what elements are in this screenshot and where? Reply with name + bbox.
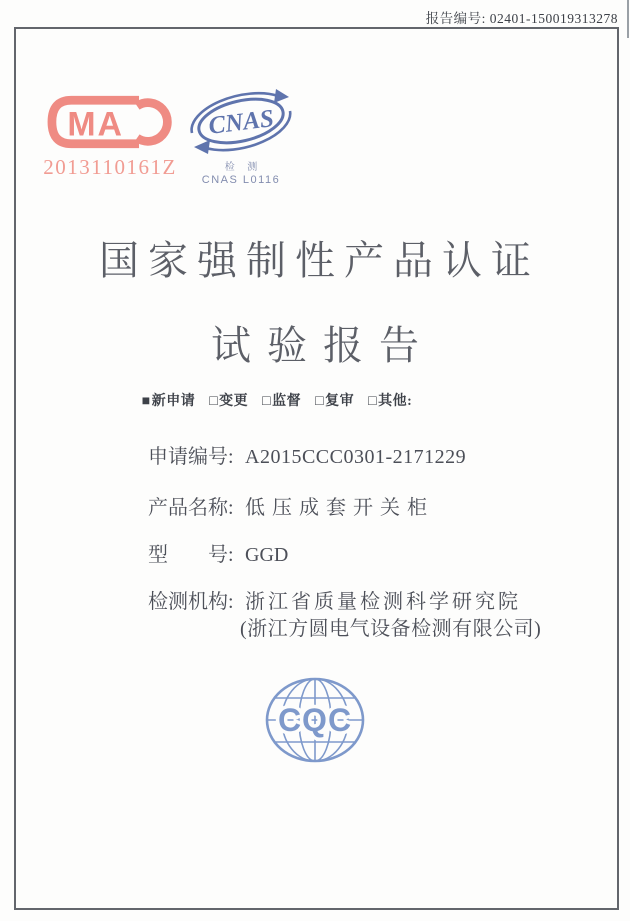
- page-title: 国家强制性产品认证: [99, 238, 540, 283]
- apply-type-label: 新申请: [151, 394, 196, 409]
- field-value-line2: (浙江方圆电气设备检测有限公司): [240, 618, 542, 640]
- cma-letters: MA: [67, 105, 124, 144]
- report-number-value: 02401-150019313278: [485, 11, 618, 26]
- field-product-name: [148, 491, 434, 520]
- apply-type-change: [209, 390, 248, 410]
- cma-certificate-number: 2013110161Z: [43, 155, 177, 179]
- field-value: 浙江省质量检测科学研究院: [245, 591, 521, 613]
- cqc-logo-icon: [264, 676, 366, 764]
- apply-type-new: [142, 390, 195, 410]
- cqc-mark: [14, 676, 616, 769]
- apply-type-review: [315, 390, 354, 410]
- apply-type-label: 复审: [325, 394, 355, 409]
- cnas-mark: [186, 84, 296, 186]
- apply-type-label: 其他:: [378, 394, 413, 409]
- checkbox-empty-icon: □: [315, 394, 325, 409]
- field-label: 型 号:: [148, 544, 234, 566]
- scan-edge-artifact: [627, 0, 629, 38]
- application-type-row: [0, 390, 578, 410]
- field-test-organization: [148, 589, 541, 643]
- field-application-number: [148, 440, 466, 469]
- cma-mark: [42, 92, 178, 180]
- field-model: [148, 538, 288, 567]
- cnas-letters: CNAS: [207, 105, 276, 140]
- apply-type-label: 变更: [219, 394, 249, 409]
- checkbox-empty-icon: □: [368, 394, 378, 409]
- field-value: GGD: [245, 544, 289, 566]
- cnas-logo-icon: [186, 84, 296, 156]
- field-value: A2015CCC0301-2171229: [245, 446, 467, 468]
- cma-logo-icon: [42, 92, 178, 152]
- checkbox-checked-icon: ■: [141, 394, 151, 409]
- report-number-label: 报告编号:: [425, 11, 486, 26]
- report-number: [426, 7, 618, 27]
- cnas-code: CNAS L0116: [201, 174, 281, 186]
- apply-type-label: 监督: [272, 394, 302, 409]
- field-value: 低压成套开关柜: [245, 497, 434, 519]
- apply-type-supervise: [262, 390, 301, 410]
- field-label: 产品名称:: [148, 497, 234, 519]
- field-label: 检测机构:: [148, 591, 234, 613]
- apply-type-other: [368, 390, 412, 410]
- page-subtitle: 试验报告: [211, 323, 435, 368]
- cqc-letters: CQC: [277, 702, 353, 738]
- cnas-caption: 检 测: [224, 162, 263, 173]
- field-label: 申请编号:: [148, 446, 234, 468]
- checkbox-empty-icon: □: [262, 394, 272, 409]
- checkbox-empty-icon: □: [209, 394, 219, 409]
